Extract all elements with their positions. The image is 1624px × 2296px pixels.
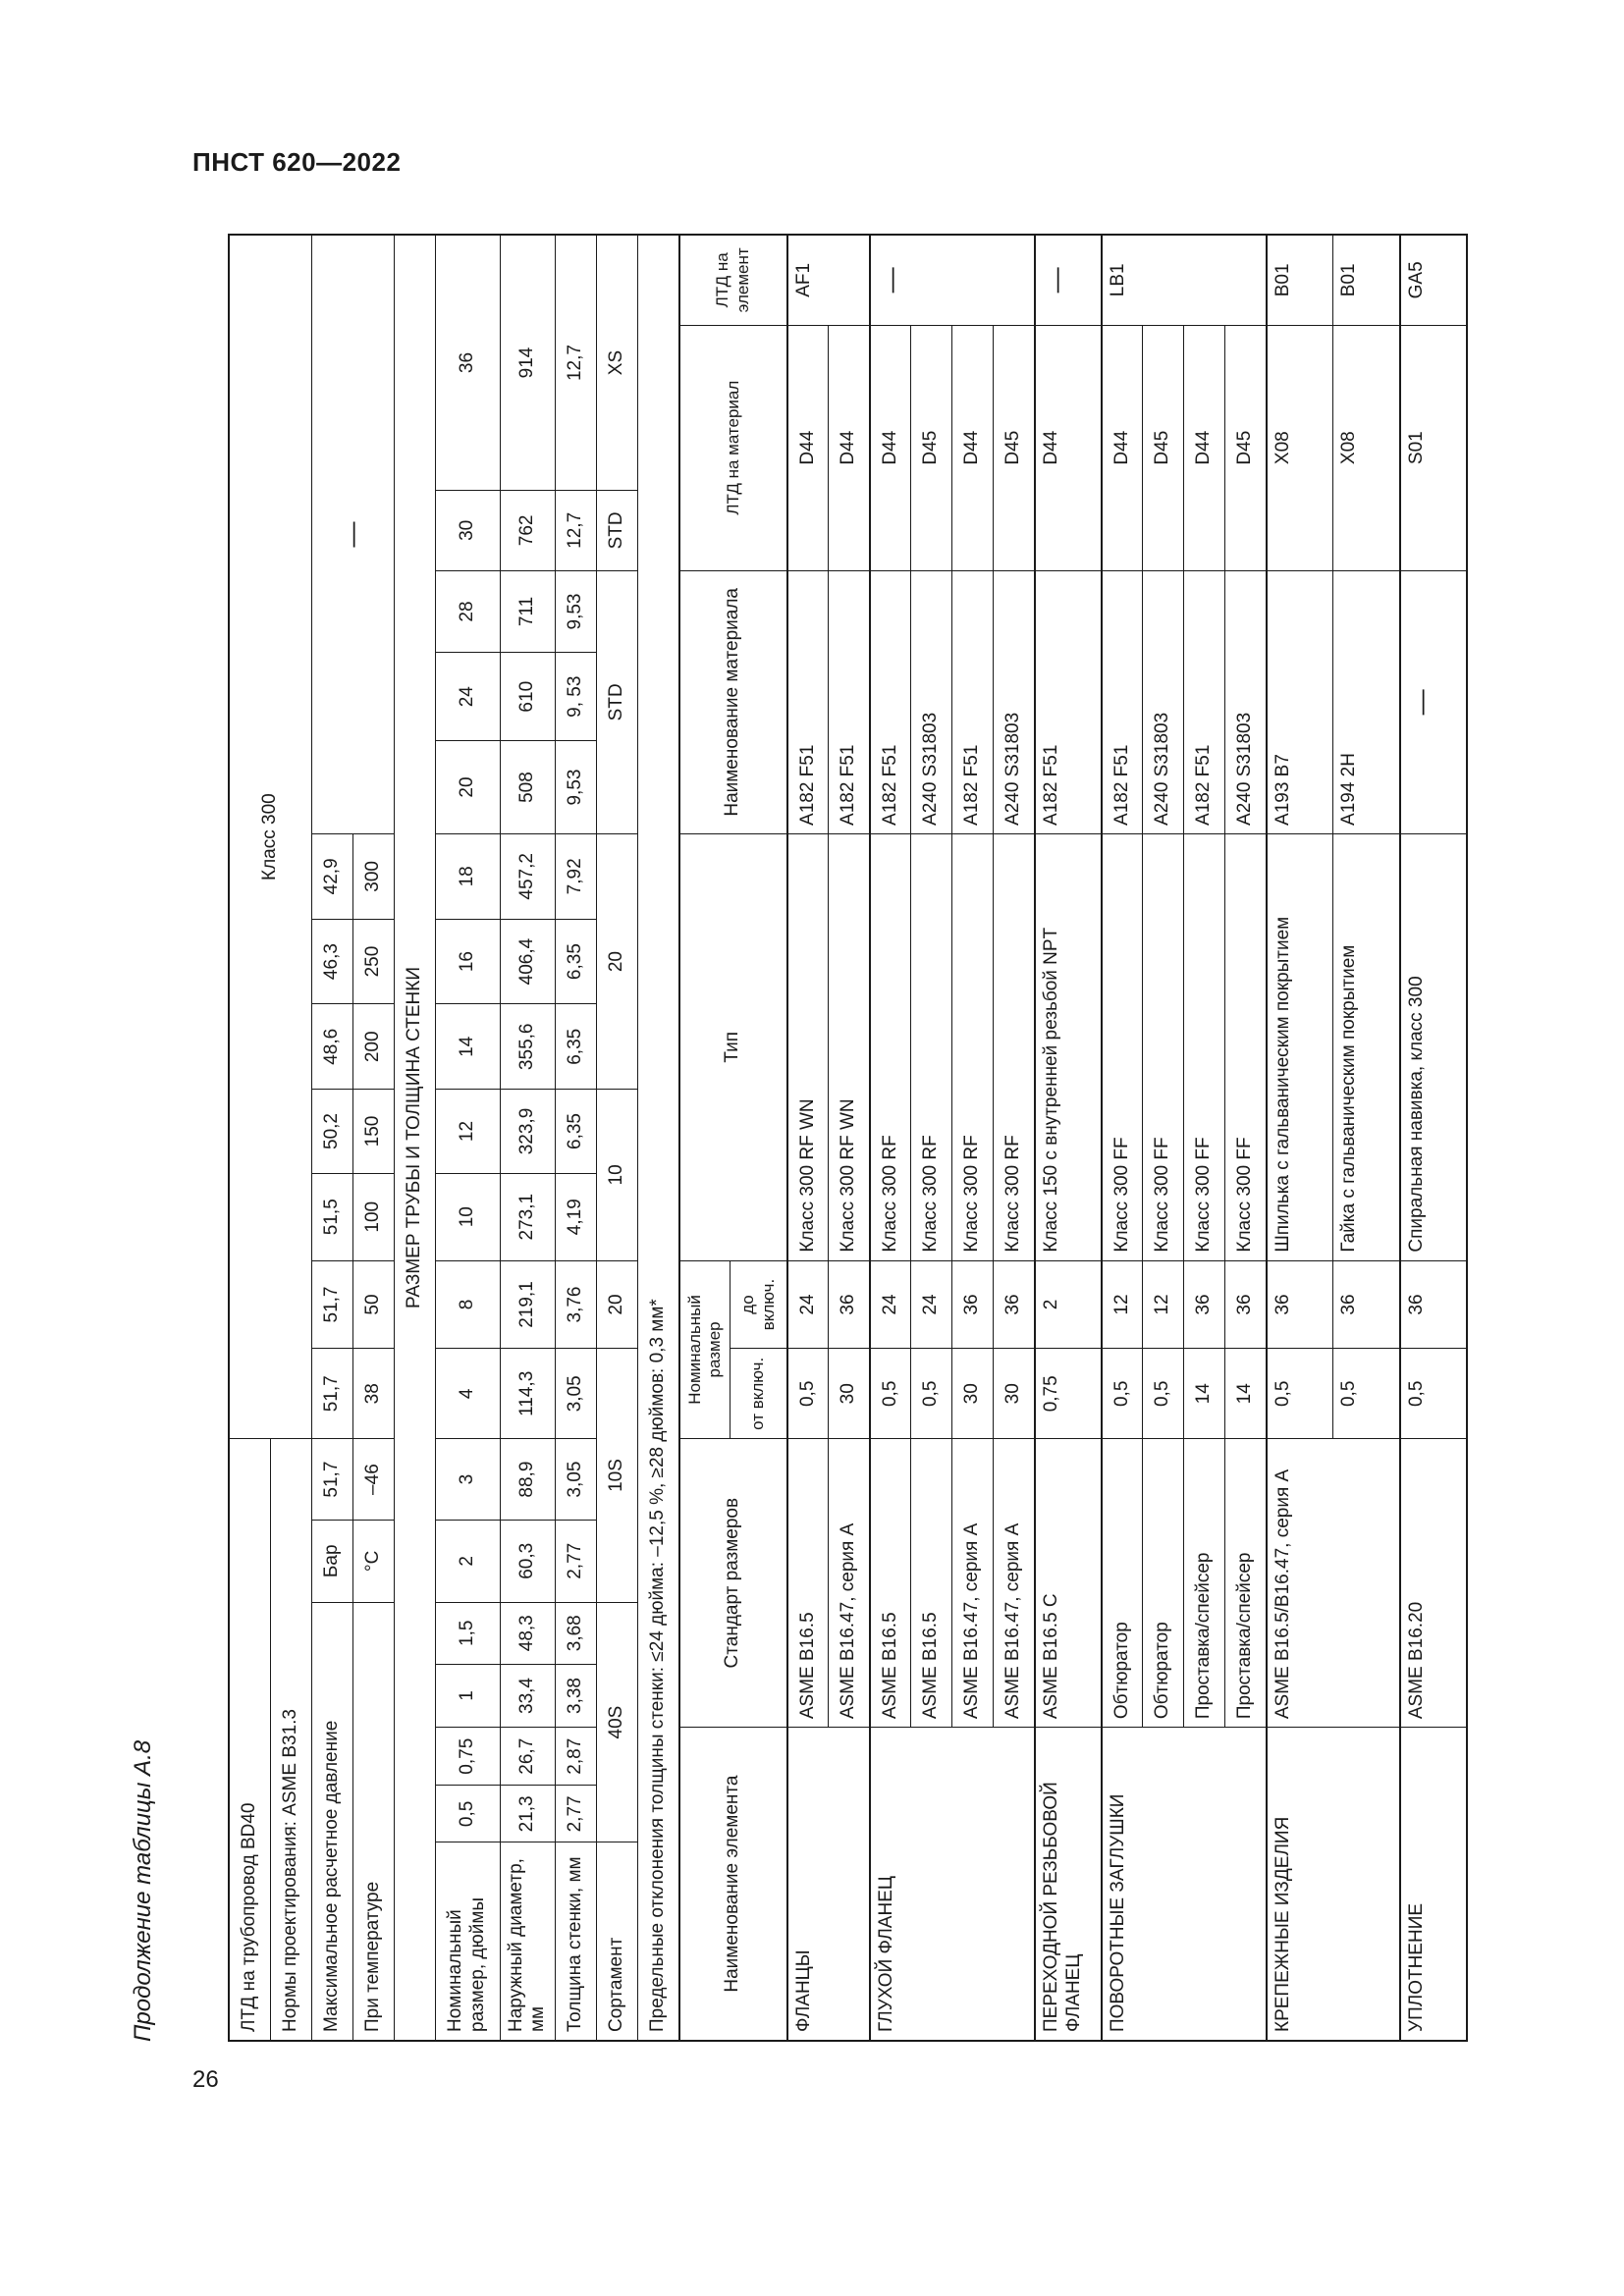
size-from: 0,5 [1143, 1349, 1184, 1439]
table-caption: Продолжение таблицы А.8 [130, 1739, 156, 2042]
ltd-material-cell: S01 [1400, 325, 1467, 570]
schedule-value: STD [597, 570, 638, 833]
ltd-material-cell: D44 [952, 325, 994, 570]
nominal-size: 2 [435, 1520, 500, 1602]
standard-cell: ASME B16.47, серия A [829, 1439, 870, 1728]
schedule-value: 20 [597, 833, 638, 1089]
nominal-size: 0,5 [435, 1786, 500, 1842]
temperature-label: При температуре [352, 1602, 394, 2041]
type-cell: Класс 300 FF [1102, 833, 1143, 1260]
size-to: 2 [1035, 1260, 1102, 1349]
nominal-size: 0,75 [435, 1728, 500, 1786]
ltd-material-cell: D44 [1102, 325, 1143, 570]
wall-thickness: 3,76 [556, 1260, 597, 1349]
nominal-size: 14 [435, 1004, 500, 1090]
ltd-material-cell: D45 [1143, 325, 1184, 570]
nominal-size: 24 [435, 653, 500, 741]
size-from: 0,5 [787, 1349, 829, 1439]
type-cell: Спиральная навивка, класс 300 [1400, 833, 1467, 1260]
standard-cell: ASME B16.5 [787, 1439, 829, 1728]
pipe-section-title: РАЗМЕР ТРУБЫ И ТОЛЩИНА СТЕНКИ [394, 235, 435, 2041]
ltd-element-cell: GA5 [1400, 235, 1467, 325]
standard-cell: ASME B16.47, серия A [994, 1439, 1035, 1728]
size-to: 36 [994, 1260, 1035, 1349]
standard-cell: Проставка/спейсер [1225, 1439, 1267, 1728]
size-to: 36 [1267, 1260, 1333, 1349]
material-cell: A182 F51 [787, 570, 829, 833]
type-cell: Класс 300 RF WN [787, 833, 829, 1260]
page-number: 26 [192, 2066, 219, 2093]
material-cell: — [1400, 570, 1467, 833]
nominal-size-header: Номинальный размер [679, 1260, 731, 1439]
group-fasteners: КРЕПЕЖНЫЕ ИЗДЕЛИЯ [1267, 1728, 1400, 2041]
group-gasket: УПЛОТНЕНИЕ [1400, 1728, 1467, 2041]
temperature-value: –46 [352, 1439, 394, 1521]
material-name-header: Наименование материала [679, 570, 787, 833]
size-from: 30 [829, 1349, 870, 1439]
material-cell: A240 S31803 [994, 570, 1035, 833]
wall-thickness: 6,35 [556, 919, 597, 1004]
standard-cell: Проставка/спейсер [1184, 1439, 1225, 1728]
standard-cell: ASME B16.5/B16.47, серия A [1267, 1439, 1400, 1728]
nominal-size: 18 [435, 833, 500, 919]
wall-thickness: 7,92 [556, 833, 597, 919]
schedule-value: 10S [597, 1349, 638, 1602]
material-cell: A240 S31803 [1225, 570, 1267, 833]
max-pressure-label: Максимальное расчетное давление [311, 1602, 352, 2041]
size-from: 0,5 [1102, 1349, 1143, 1439]
material-cell: A182 F51 [1184, 570, 1225, 833]
size-to: 24 [787, 1260, 829, 1349]
material-cell: A240 S31803 [911, 570, 952, 833]
type-header: Тип [679, 833, 787, 1260]
material-cell: A182 F51 [1035, 570, 1102, 833]
outer-diameter: 355,6 [500, 1004, 556, 1090]
type-cell: Класс 300 RF [911, 833, 952, 1260]
nominal-size: 36 [435, 235, 500, 491]
ltd-material-cell: D44 [829, 325, 870, 570]
size-to: 36 [1400, 1260, 1467, 1349]
standard-cell: Обтюратор [1143, 1439, 1184, 1728]
wall-thickness: 4,19 [556, 1173, 597, 1260]
schedule-value: 40S [597, 1602, 638, 1842]
size-from: 0,5 [911, 1349, 952, 1439]
size-to: 12 [1143, 1260, 1184, 1349]
size-to: 36 [952, 1260, 994, 1349]
wall-thickness: 3,38 [556, 1664, 597, 1727]
outer-diameter: 273,1 [500, 1173, 556, 1260]
pressure-value: 46,3 [311, 919, 352, 1004]
type-cell: Шпилька с гальваническим покрытием [1267, 833, 1333, 1260]
size-from: 30 [994, 1349, 1035, 1439]
ltd-element-cell: — [1035, 235, 1102, 325]
element-name-header: Наименование элемента [679, 1728, 787, 2041]
material-cell: A182 F51 [870, 570, 911, 833]
size-to: 24 [870, 1260, 911, 1349]
material-cell: A182 F51 [1102, 570, 1143, 833]
specification-table [228, 234, 1468, 2042]
size-from: 0,5 [1267, 1349, 1333, 1439]
size-to: 24 [911, 1260, 952, 1349]
ltd-material-cell: D44 [787, 325, 829, 570]
group-rotating-blinds: ПОВОРОТНЫЕ ЗАГЛУШКИ [1102, 1728, 1267, 2041]
outer-diameter: 323,9 [500, 1090, 556, 1174]
tolerance-note: Предельные отклонения толщины стенки: ≤24 дюйма: –12,5 %, ≥28 дюймов: 0,3 мм* [638, 235, 679, 2041]
wall-thickness: 9,53 [556, 570, 597, 653]
outer-diameter: 48,3 [500, 1602, 556, 1664]
standard-cell: ASME B16.47, серия A [952, 1439, 994, 1728]
type-cell: Класс 300 RF [994, 833, 1035, 1260]
ltd-material-cell: D44 [1035, 325, 1102, 570]
material-cell: A182 F51 [952, 570, 994, 833]
wall-thickness: 3,05 [556, 1439, 597, 1521]
wall-thickness: 9,53 [556, 741, 597, 834]
wall-thickness: 2,77 [556, 1520, 597, 1602]
ltd-material-cell: X08 [1333, 325, 1400, 570]
type-cell: Гайка с гальваническим покрытием [1333, 833, 1400, 1260]
outer-diameter: 33,4 [500, 1664, 556, 1727]
wall-thickness: 3,05 [556, 1349, 597, 1439]
pressure-value: 51,7 [311, 1349, 352, 1439]
nominal-size: 4 [435, 1349, 500, 1439]
ltd-element-cell: AF1 [787, 235, 870, 325]
nominal-size: 12 [435, 1090, 500, 1174]
outer-diameter: 21,3 [500, 1786, 556, 1842]
ltd-element-cell: — [870, 235, 1035, 325]
ltd-material-cell: D45 [1225, 325, 1267, 570]
size-from: 14 [1225, 1349, 1267, 1439]
outer-diameter: 711 [500, 570, 556, 653]
temperature-value: 100 [352, 1173, 394, 1260]
size-from: 30 [952, 1349, 994, 1439]
type-cell: Класс 300 FF [1143, 833, 1184, 1260]
wall-thickness: 2,77 [556, 1786, 597, 1842]
size-to: 36 [829, 1260, 870, 1349]
size-from: 0,5 [1400, 1349, 1467, 1439]
outer-diameter: 762 [500, 491, 556, 571]
ltd-element-cell: LB1 [1102, 235, 1267, 325]
size-to: 36 [1184, 1260, 1225, 1349]
material-cell: A240 S31803 [1143, 570, 1184, 833]
temperature-value: 250 [352, 919, 394, 1004]
outer-diameter: 219,1 [500, 1260, 556, 1349]
outer-diameter: 406,4 [500, 919, 556, 1004]
wall-thickness: 2,87 [556, 1728, 597, 1786]
ltd-material-cell: X08 [1267, 325, 1333, 570]
nominal-size: 10 [435, 1173, 500, 1260]
type-cell: Класс 300 FF [1225, 833, 1267, 1260]
ltd-material-cell: D45 [994, 325, 1035, 570]
schedule-label: Сортамент [597, 1842, 638, 2041]
schedule-value: STD [597, 491, 638, 571]
outer-diameter-label: Наружный диаметр, мм [500, 1842, 556, 2041]
standard-cell: ASME B16.5 [911, 1439, 952, 1728]
nominal-size: 16 [435, 919, 500, 1004]
wall-thickness: 9, 53 [556, 653, 597, 741]
ltd-material-header: ЛТД на материал [679, 325, 787, 570]
rotated-table-area [130, 196, 1524, 2042]
nominal-size: 30 [435, 491, 500, 571]
type-cell: Класс 150 с внутренней резьбой NPT [1035, 833, 1102, 1260]
group-blind-flange: ГЛУХОЙ ФЛАНЕЦ [870, 1728, 1035, 2041]
schedule-value: XS [597, 235, 638, 491]
class-300-cell: Класс 300 [229, 235, 311, 1439]
wall-thickness: 6,35 [556, 1004, 597, 1090]
to-incl-header: до включ. [731, 1260, 787, 1349]
schedule-value: 20 [597, 1260, 638, 1349]
temperature-value: 150 [352, 1090, 394, 1174]
size-to: 12 [1102, 1260, 1143, 1349]
schedule-value: 10 [597, 1090, 638, 1260]
material-cell: A182 F51 [829, 570, 870, 833]
size-to: 36 [1333, 1260, 1400, 1349]
nominal-size-label: Номинальный размер, дюймы [435, 1842, 500, 2041]
nominal-size: 20 [435, 741, 500, 834]
standard-cell: ASME B16.20 [1400, 1439, 1467, 1728]
standard-cell: ASME B16.5 [870, 1439, 911, 1728]
wall-thickness-label: Толщина стенки, мм [556, 1842, 597, 2041]
pressure-value: 50,2 [311, 1090, 352, 1174]
temperature-value: 38 [352, 1349, 394, 1439]
ltd-material-cell: D45 [911, 325, 952, 570]
ltd-element-cell: B01 [1333, 235, 1400, 325]
temperature-value: 300 [352, 833, 394, 919]
nominal-size: 3 [435, 1439, 500, 1521]
wall-thickness: 12,7 [556, 235, 597, 491]
nominal-size: 8 [435, 1260, 500, 1349]
design-code-cell: Нормы проектирования: ASME B31.3 [270, 1439, 311, 2041]
material-cell: A194 2H [1333, 570, 1400, 833]
group-flanges: ФЛАНЦЫ [787, 1728, 870, 2041]
type-cell: Класс 300 RF [952, 833, 994, 1260]
standard-cell: ASME B16.5 C [1035, 1439, 1102, 1728]
from-incl-header: от включ. [731, 1349, 787, 1439]
group-threaded-flange: ПЕРЕХОДНОЙ РЕЗЬБОВОЙ ФЛАНЕЦ [1035, 1728, 1102, 2041]
size-from: 0,5 [1333, 1349, 1400, 1439]
ltd-element-header: ЛТД на элемент [679, 235, 787, 325]
pressure-value: 48,6 [311, 1004, 352, 1090]
material-cell: A193 B7 [1267, 570, 1333, 833]
size-to: 36 [1225, 1260, 1267, 1349]
celsius-unit: °C [352, 1520, 394, 1602]
size-from: 14 [1184, 1349, 1225, 1439]
outer-diameter: 610 [500, 653, 556, 741]
nominal-size: 1 [435, 1664, 500, 1727]
outer-diameter: 88,9 [500, 1439, 556, 1521]
pressure-value: 51,7 [311, 1260, 352, 1349]
size-from: 0,5 [870, 1349, 911, 1439]
outer-diameter: 914 [500, 235, 556, 491]
standard-cell: Обтюратор [1102, 1439, 1143, 1728]
ltd-material-cell: D44 [870, 325, 911, 570]
wall-thickness: 3,68 [556, 1602, 597, 1664]
size-from: 0,75 [1035, 1349, 1102, 1439]
type-cell: Класс 300 FF [1184, 833, 1225, 1260]
pressure-value: 51,5 [311, 1173, 352, 1260]
ltd-pipeline-cell: ЛТД на трубопровод BD40 [229, 1439, 270, 2041]
ltd-material-cell: D44 [1184, 325, 1225, 570]
nominal-size: 1,5 [435, 1602, 500, 1664]
temperature-value: 50 [352, 1260, 394, 1349]
nominal-size: 28 [435, 570, 500, 653]
outer-diameter: 26,7 [500, 1728, 556, 1786]
wall-thickness: 12,7 [556, 491, 597, 571]
outer-diameter: 60,3 [500, 1520, 556, 1602]
type-cell: Класс 300 RF WN [829, 833, 870, 1260]
document-code: ПНСТ 620—2022 [192, 147, 402, 177]
wall-thickness: 6,35 [556, 1090, 597, 1174]
pressure-value: 51,7 [311, 1439, 352, 1521]
outer-diameter: 114,3 [500, 1349, 556, 1439]
outer-diameter: 508 [500, 741, 556, 834]
standard-header: Стандарт размеров [679, 1439, 787, 1728]
temperature-value: 200 [352, 1004, 394, 1090]
pressure-value: 42,9 [311, 833, 352, 919]
outer-diameter: 457,2 [500, 833, 556, 919]
ltd-element-cell: B01 [1267, 235, 1333, 325]
bar-unit: Бар [311, 1520, 352, 1602]
empty-dash-cell: — [311, 235, 394, 833]
type-cell: Класс 300 RF [870, 833, 911, 1260]
